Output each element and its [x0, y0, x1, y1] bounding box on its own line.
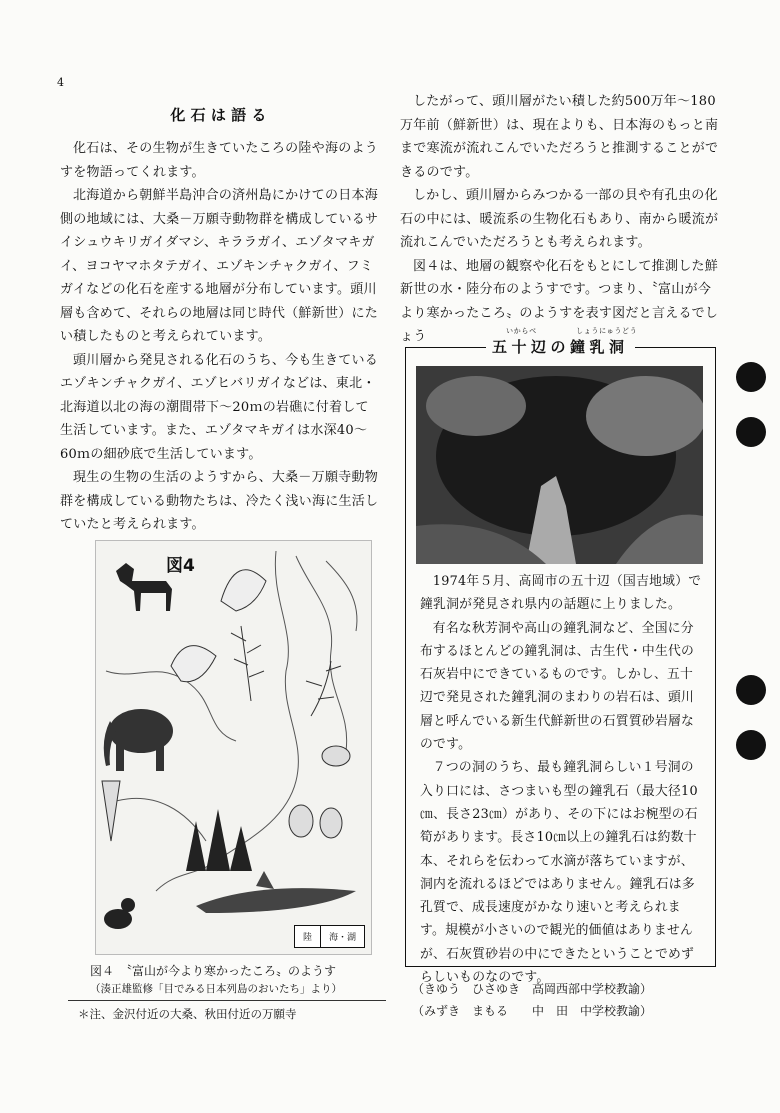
footnote: ＊注、金沢付近の大桑、秋田付近の万願寺 [78, 1007, 297, 1021]
section-title: 化石は語る [170, 106, 272, 124]
legend-land: 陸 [302, 933, 312, 943]
binder-hole [736, 362, 766, 392]
box-text [420, 570, 704, 989]
legend-sea: 海・湖 [320, 926, 364, 947]
horse-illustration [116, 563, 172, 611]
paragraph: ７つの洞のうち、最も鐘乳洞らしい１号洞の入り口には、さつまいも型の鐘乳石（最大径10㎝、長さ23㎝）があり、その下にはお椀型の石筍があります。長さ10㎝以上の鐘乳石は約数十本、それらを伝わって水滴が落ちていますが、洞内を流れるほどではありません。鐘乳石は多孔質で、成長速度がかなり速いと考えられます。規模が小さいので観光的価値はありませんが、石灰質砂岩の中にできたということでめずらしいものなのです。 [420, 760, 698, 986]
author-credits [412, 978, 722, 1022]
right-column [400, 90, 722, 349]
paragraph: 有名な秋芳洞や高山の鐘乳洞など、全国に分布するほとんどの鐘乳洞は、古生代・中生代の石灰岩中にできているものです。しかし、五十辺で発見された鐘乳洞のまわりの岩石は、頭川層と呼んでいる新生代鮮新世の石質質砂岩層なのです。 [420, 620, 695, 753]
binder-hole [736, 417, 766, 447]
binder-hole [736, 675, 766, 705]
figure-caption [90, 962, 390, 996]
cave-photo-image [416, 366, 703, 564]
tree-illustrations [186, 809, 252, 871]
title-ruby: しょうにゅうどう [576, 327, 638, 335]
paleogeography-map [96, 541, 371, 954]
scallop-shell [171, 570, 266, 682]
left-column [60, 98, 382, 537]
figure-label: 図4 [166, 556, 195, 576]
shell-illustrations [102, 746, 350, 841]
map-legend [294, 925, 365, 948]
figure-map-illustration [95, 540, 372, 955]
caption-source: （湊正雄監修「目でみる日本列島のおいたち」より） [90, 983, 342, 995]
paragraph: 北海道から朝鮮半島沖合の済州島にかけての日本海側の地域には、大桑－万願寺動物群を構成しているサイシュウキリガイダマシ、キララガイ、エゾタマキガイ、ヨコヤマホタテガイ、エゾキンチャクガイ、フミガイなどの化石を産する地層が分布しています。頭川層も含めて、それらの地層は同じ時代（鮮新世）にたい積したものと考えられています。 [60, 188, 379, 344]
title-ruby: いからべ [506, 327, 537, 335]
sidebar-box-limestone-cave [405, 327, 716, 986]
divider [68, 1000, 386, 1001]
author-line: （みずき まもる 中 田 中学校教諭） [412, 1004, 653, 1018]
paragraph: 図４は、地層の観察や化石をもとにして推測した鮮新世の水・陸分布のようすです。つまり、〝富山が今より寒かったころ〟のようすを表す図だと言えるでしょう [400, 258, 719, 344]
box-title: 五十辺の鐘乳洞 [486, 336, 635, 357]
caption-title: 図４ 〝富山が今より寒かったころ〟のようす [90, 964, 337, 978]
paragraph: したがって、頭川層がたい積した約500万年～180万年前（鮮新世）は、現在よりも、日本海のもっと南まで寒流が流れこんでいただろうと推測することができるのです。 [400, 94, 719, 180]
author-line: （きゆう ひさゆき 高岡西部中学校教諭） [412, 982, 653, 996]
cave-photo [416, 366, 703, 564]
cat-illustration [104, 898, 135, 929]
binder-hole [736, 730, 766, 760]
shark-illustration [196, 871, 356, 913]
paragraph: 現生の生物の生活のようすから、大桑－万願寺動物群を構成している動物たちは、冷たく浅い海に生活していたと考えられます。 [60, 470, 379, 532]
elephant-illustration [104, 709, 173, 771]
paragraph: 頭川層から発見される化石のうち、今も生きているエゾキンチャクガイ、エゾヒバリガイなどは、東北・北海道以北の海の潮間帯下～20ｍの岩礁に付着して生活しています。また、エゾタマキガイは水深40～60ｍの細砂底で生活しています。 [60, 352, 378, 462]
paragraph: 化石は、その生物が生きていたころの陸や海のようすを物語ってくれます。 [60, 141, 378, 180]
paragraph: 1974年５月、高岡市の五十辺（国吉地域）で鐘乳洞が発見され県内の話題に上りました。 [420, 574, 702, 613]
paragraph: しかし、頭川層からみつかる一部の貝や有孔虫の化石の中には、暖流系の生物化石もあり、南から暖流が流れこんでいただろうとも考えられます。 [400, 188, 719, 250]
page-number: 4 [57, 76, 64, 89]
